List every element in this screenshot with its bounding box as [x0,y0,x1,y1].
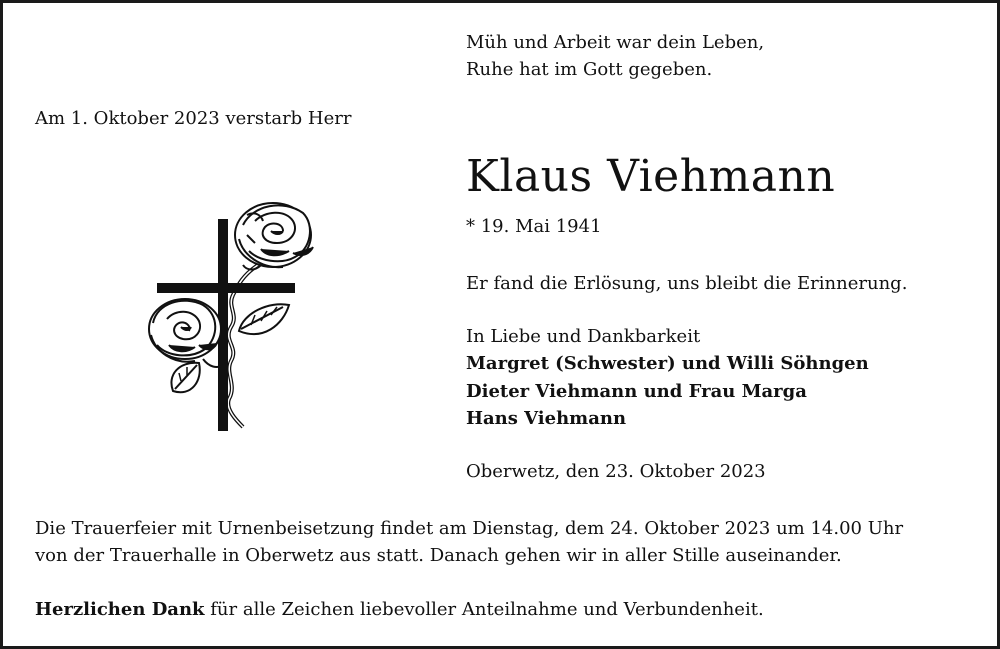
motto-line-1: Müh und Arbeit war dein Leben, [466,32,765,53]
thanks-line [35,598,764,622]
memorial-quote: Er fand die Erlösung, uns bleibt die Erinnerung. [466,273,908,294]
mourner-name: Hans Viehmann [466,408,627,429]
mourner-name: Dieter Viehmann und Frau Marga [466,381,807,402]
place-date: Oberwetz, den 23. Oktober 2023 [466,461,766,482]
mourners-heading: In Liebe und Dankbarkeit [466,326,701,347]
ceremony-line-1: Die Trauerfeier mit Urnenbeisetzung findet am Dienstag, dem 24. Oktober 2023 um 14.00 Uhr [35,518,904,539]
mourner-name: Margret (Schwester) und Willi Söhngen [466,353,869,374]
deceased-name: Klaus Viehmann [466,151,836,202]
intro-text: Am 1. Oktober 2023 verstarb Herr [35,108,352,129]
motto-line-2: Ruhe hat im Gott gegeben. [466,59,713,80]
thanks-bold: Herzlichen Dank [35,599,205,620]
birth-date: * 19. Mai 1941 [466,216,602,237]
cross-with-roses-icon [143,195,323,435]
ceremony-line-2: von der Trauerhalle in Oberwetz aus statt. Danach gehen wir in aller Stille auseinander. [35,545,842,566]
thanks-rest: für alle Zeichen liebevoller Anteilnahme und Verbundenheit. [204,599,764,620]
